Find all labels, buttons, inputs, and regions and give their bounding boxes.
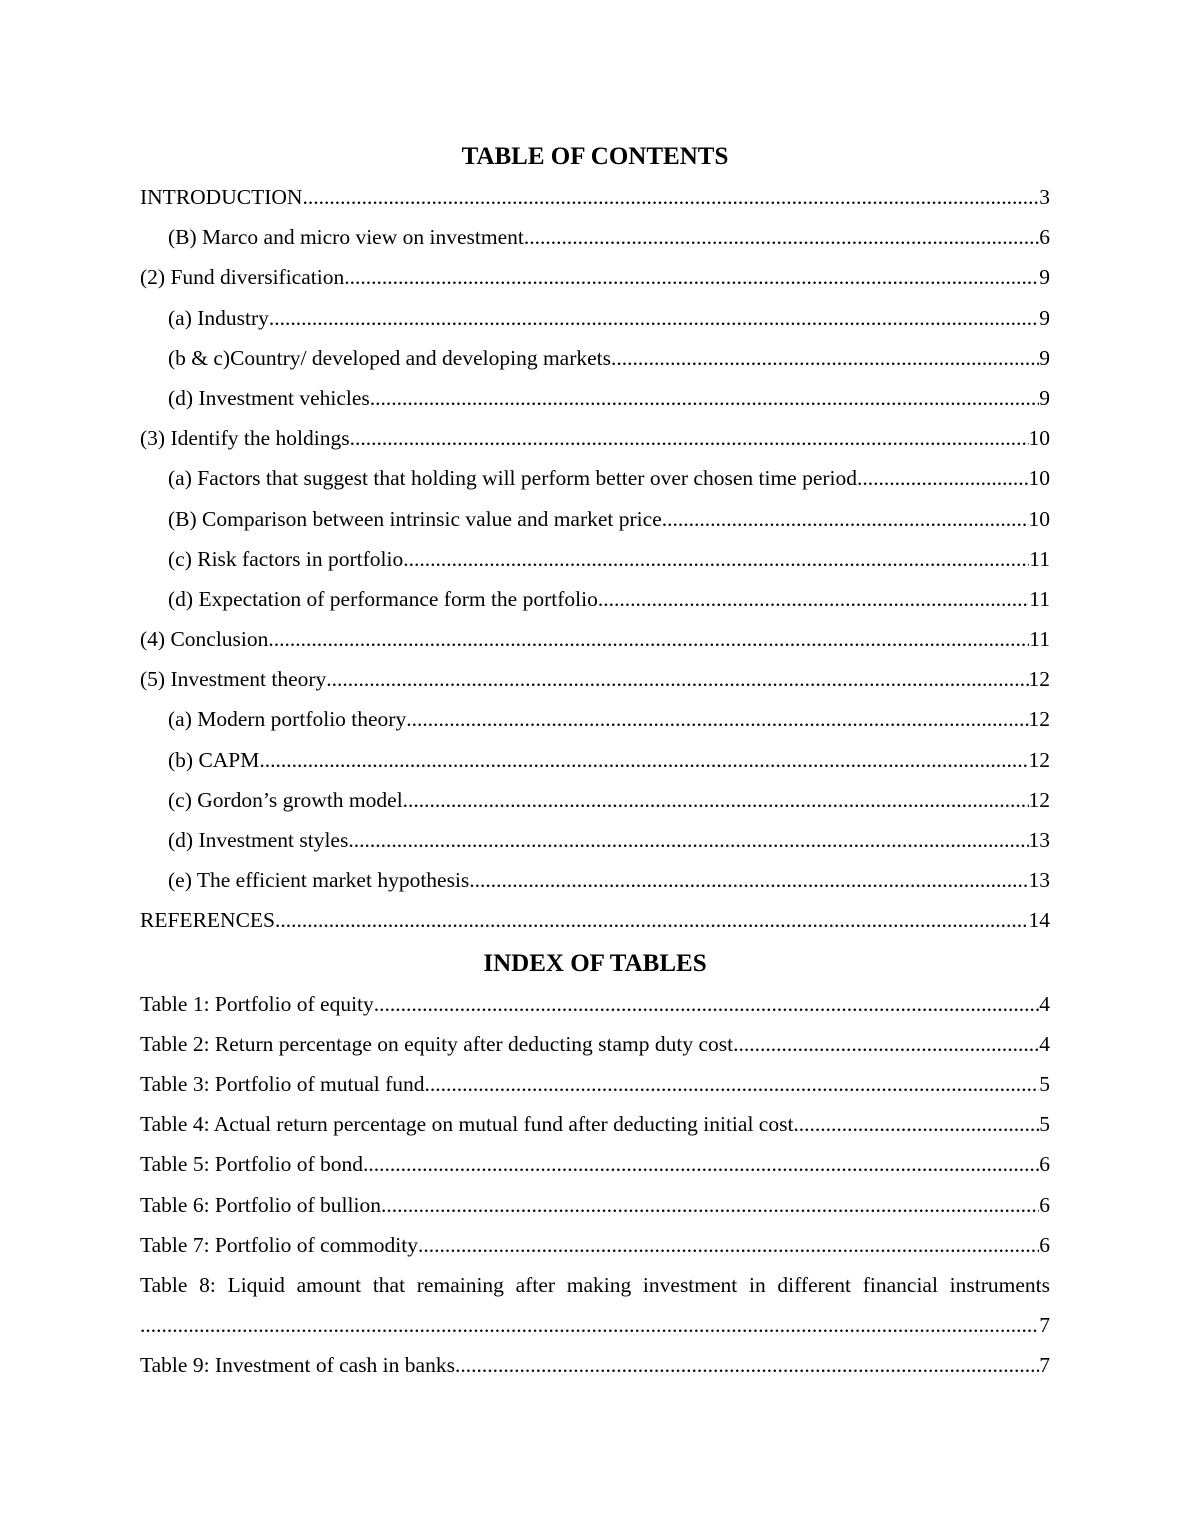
dot-leader — [598, 579, 1029, 619]
dot-leader — [363, 1144, 1039, 1184]
contents-entry-page-number: 12 — [1028, 787, 1050, 812]
dot-leader — [403, 539, 1029, 579]
tables-entry[interactable] — [140, 1225, 1050, 1265]
dot-leader — [269, 298, 1039, 338]
tables-entry-label: Table 7: Portfolio of commodity — [140, 1232, 418, 1257]
contents-entry[interactable] — [140, 539, 1050, 579]
contents-entry-label: REFERENCES — [140, 908, 275, 933]
dot-leader — [302, 177, 1039, 217]
dot-leader — [344, 257, 1039, 297]
contents-entry-label: (e) The efficient market hypothesis — [168, 868, 470, 893]
contents-entry-page-number: 9 — [1039, 345, 1050, 370]
tables-entry[interactable] — [140, 1064, 1050, 1104]
tables-heading: INDEX OF TABLES — [483, 949, 707, 977]
contents-entry-page-number: 14 — [1028, 908, 1050, 933]
contents-entry-page-number: 11 — [1029, 586, 1050, 611]
contents-heading: TABLE OF CONTENTS — [461, 143, 729, 170]
contents-entry-page-number: 9 — [1039, 305, 1050, 330]
dot-leader — [662, 499, 1029, 539]
contents-entry[interactable] — [140, 619, 1050, 659]
contents-entry-label: (4) Conclusion — [140, 627, 269, 652]
contents-entry[interactable] — [140, 177, 1050, 217]
contents-entry-page-number: 10 — [1028, 506, 1050, 531]
dot-leader — [348, 820, 1028, 860]
contents-entry[interactable] — [140, 780, 1050, 820]
contents-entry[interactable] — [140, 217, 1050, 257]
tables-entry[interactable] — [140, 1024, 1050, 1064]
contents-entry[interactable] — [140, 499, 1050, 539]
tables-entry-label: Table 5: Portfolio of bond — [140, 1152, 364, 1177]
tables-entry[interactable] — [140, 1104, 1050, 1144]
contents-entry-page-number: 12 — [1028, 747, 1050, 772]
dot-leader — [259, 740, 1028, 780]
contents-entry[interactable] — [140, 257, 1050, 297]
contents-entry-label: (a) Factors that suggest that holding will perform better over chosen time period — [168, 466, 858, 491]
dot-leader — [350, 418, 1029, 458]
dot-leader — [275, 900, 1029, 940]
dot-leader — [425, 1064, 1040, 1104]
contents-entry-page-number: 12 — [1028, 667, 1050, 692]
tables-entry-page-number: 7 — [1039, 1353, 1050, 1378]
contents-entry-label: (2) Fund diversification — [140, 265, 345, 290]
contents-entry-label: (c) Gordon’s growth model — [168, 787, 403, 812]
dot-leader — [524, 217, 1039, 257]
tables-entry-label: Table 8: Liquid amount that remaining after making investment in different financial instruments — [140, 1272, 1050, 1297]
contents-entry[interactable] — [140, 298, 1050, 338]
dot-leader — [418, 1225, 1039, 1265]
dot-leader — [140, 1305, 1039, 1345]
contents-entry-page-number: 13 — [1028, 828, 1050, 852]
contents-entry[interactable] — [140, 579, 1050, 619]
contents-entry-page-number: 11 — [1029, 546, 1050, 571]
tables-entry-continuation[interactable] — [140, 1305, 1050, 1345]
dot-leader — [268, 619, 1029, 659]
tables-entry[interactable] — [140, 1345, 1050, 1385]
tables-entry[interactable] — [140, 984, 1050, 1024]
contents-entry-page-number: 3 — [1039, 185, 1050, 209]
document-page — [140, 140, 1050, 1385]
contents-entry-label: (b & c)Country/ developed and developing markets — [168, 345, 612, 370]
contents-entry[interactable] — [140, 900, 1050, 940]
tables-entry-page-number: 5 — [1039, 1112, 1050, 1137]
tables-entry-label: Table 3: Portfolio of mutual fund — [140, 1071, 425, 1096]
tables-entry[interactable] — [140, 1185, 1050, 1225]
contents-entry[interactable] — [140, 378, 1050, 418]
tables-entry-page-number: 6 — [1039, 1192, 1050, 1217]
contents-entry[interactable] — [140, 659, 1050, 699]
dot-leader — [326, 659, 1028, 699]
tables-entry-label: Table 6: Portfolio of bullion — [140, 1192, 381, 1217]
dot-leader — [611, 338, 1039, 378]
dot-leader — [374, 984, 1039, 1024]
contents-entry-page-number: 9 — [1039, 265, 1050, 290]
tables-entry-page-number: 4 — [1039, 991, 1050, 1016]
contents-entry[interactable] — [140, 860, 1050, 900]
dot-leader — [733, 1024, 1039, 1064]
tables-entry-page-number: 7 — [1039, 1313, 1050, 1338]
dot-leader — [403, 780, 1029, 820]
dot-leader — [857, 458, 1028, 498]
contents-entry-label: (B) Marco and micro view on investment — [168, 225, 524, 250]
contents-entry-page-number: 12 — [1028, 707, 1050, 732]
tables-entry-label: Table 2: Return percentage on equity after deducting stamp duty cost — [140, 1031, 734, 1056]
contents-entry[interactable] — [140, 458, 1050, 498]
tables-list — [140, 984, 1050, 1386]
contents-list — [140, 177, 1050, 941]
contents-entry-label: (a) Industry — [168, 305, 269, 330]
contents-entry[interactable] — [140, 740, 1050, 780]
dot-leader — [381, 1185, 1039, 1225]
tables-entry-page-number: 4 — [1039, 1031, 1050, 1056]
contents-entry-label: (5) Investment theory — [140, 667, 327, 692]
dot-leader — [455, 1345, 1039, 1385]
tables-entry-label: Table 9: Investment of cash in banks — [140, 1353, 455, 1378]
contents-entry-page-number: 13 — [1028, 868, 1050, 893]
tables-entry-label: Table 4: Actual return percentage on mutual fund after deducting initial cost — [140, 1112, 794, 1137]
dot-leader — [469, 860, 1028, 900]
dot-leader — [793, 1104, 1039, 1144]
contents-entry-page-number: 10 — [1028, 466, 1050, 491]
contents-entry-page-number: 10 — [1028, 426, 1050, 451]
contents-entry-page-number: 9 — [1039, 385, 1050, 410]
tables-entry-page-number: 6 — [1039, 1152, 1050, 1177]
contents-entry-label: (d) Expectation of performance form the portfolio — [168, 586, 598, 611]
contents-entry-page-number: 6 — [1039, 225, 1050, 250]
contents-entry[interactable] — [140, 699, 1050, 739]
tables-entry-label: Table 1: Portfolio of equity — [140, 991, 374, 1016]
tables-entry-page-number: 6 — [1039, 1232, 1050, 1257]
contents-entry-label: (B) Comparison between intrinsic value and market price — [168, 506, 662, 531]
contents-entry-label: (b) CAPM — [168, 747, 260, 772]
contents-entry[interactable] — [140, 820, 1050, 860]
dot-leader — [406, 699, 1028, 739]
contents-entry[interactable] — [140, 418, 1050, 458]
tables-entry[interactable] — [140, 1265, 1050, 1305]
contents-entry-label: (a) Modern portfolio theory — [168, 707, 407, 732]
contents-entry-label: INTRODUCTION — [140, 185, 303, 209]
tables-entry-page-number: 5 — [1039, 1071, 1050, 1096]
tables-entry[interactable] — [140, 1144, 1050, 1184]
dot-leader — [370, 378, 1039, 418]
contents-entry-label: (c) Risk factors in portfolio — [168, 546, 404, 571]
contents-entry-label: (3) Identify the holdings — [140, 426, 350, 451]
contents-entry-label: (d) Investment styles — [168, 828, 349, 852]
contents-entry-label: (d) Investment vehicles — [168, 385, 370, 410]
contents-entry[interactable] — [140, 338, 1050, 378]
contents-entry-page-number: 11 — [1029, 627, 1050, 652]
